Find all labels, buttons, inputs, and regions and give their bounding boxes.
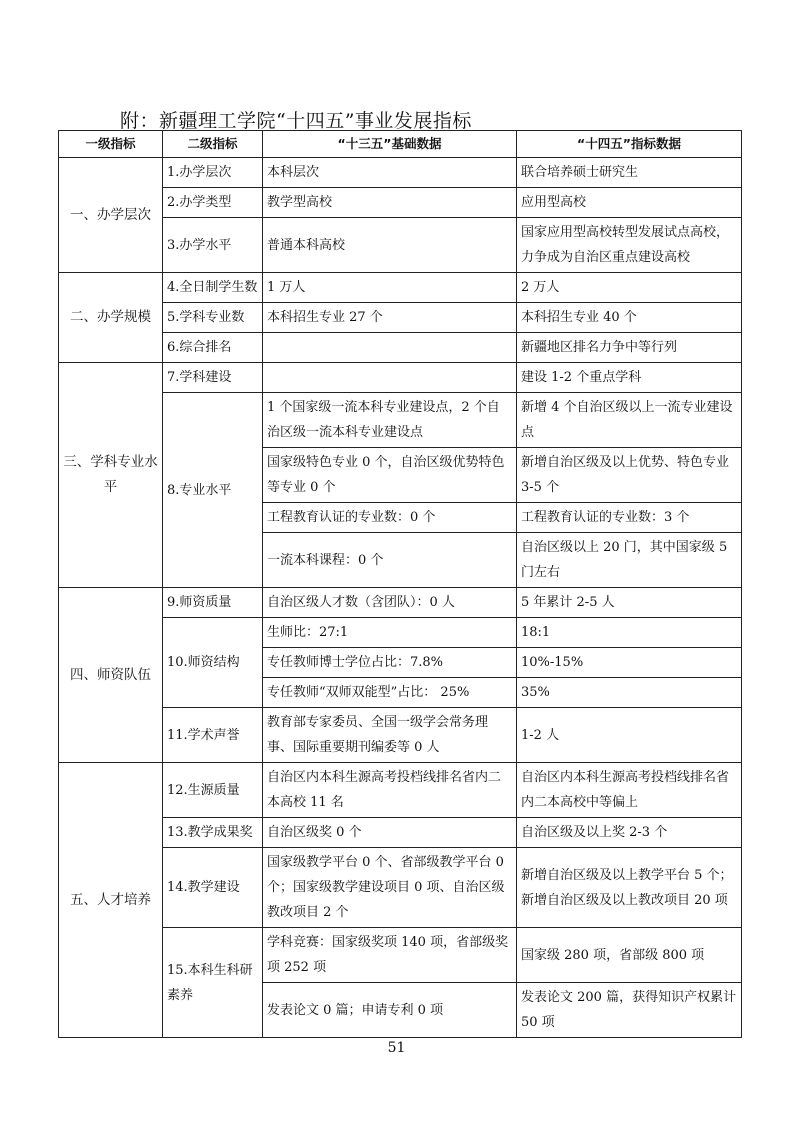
- baseline-value-cell: [263, 333, 517, 363]
- target-value-cell: 国家应用型高校转型发展试点高校，力争成为自治区重点建设高校: [517, 218, 742, 273]
- level2-indicator-cell: 4.全日制学生数: [163, 273, 263, 303]
- indicator-table: [58, 130, 742, 1038]
- baseline-value-cell: 国家级教学平台 0 个、省部级教学平台 0 个；国家级教学建设项目 0 项、自治区级教改项目 2 个: [263, 848, 517, 928]
- baseline-value-cell: 专任教师“双师双能型”占比： 25%: [263, 678, 517, 708]
- table-row: [59, 588, 742, 618]
- target-value-cell: 18:1: [517, 618, 742, 648]
- level2-indicator-cell: 14.教学建设: [163, 848, 263, 928]
- target-value-cell: 国家级 280 项，省部级 800 项: [517, 928, 742, 983]
- baseline-value-cell: 国家级特色专业 0 个，自治区级优势特色等专业 0 个: [263, 448, 517, 503]
- table-row: [59, 363, 742, 393]
- level2-indicator-cell: 8.专业水平: [163, 393, 263, 588]
- target-value-cell: 新增自治区级及以上优势、特色专业 3-5 个: [517, 448, 742, 503]
- baseline-value-cell: 本科招生专业 27 个: [263, 303, 517, 333]
- baseline-value-cell: 教学型高校: [263, 188, 517, 218]
- level2-indicator-cell: 1.办学层次: [163, 158, 263, 188]
- target-value-cell: 发表论文 200 篇，获得知识产权累计 50 项: [517, 983, 742, 1038]
- baseline-value-cell: 教育部专家委员、全国一级学会常务理事、国际重要期刊编委等 0 人: [263, 708, 517, 763]
- level2-indicator-cell: 9.师资质量: [163, 588, 263, 618]
- baseline-value-cell: 自治区内本科生源高考投档线排名省内二本高校 11 名: [263, 763, 517, 818]
- target-value-cell: 自治区级及以上奖 2-3 个: [517, 818, 742, 848]
- baseline-value-cell: 自治区级奖 0 个: [263, 818, 517, 848]
- baseline-value-cell: 生师比：27:1: [263, 618, 517, 648]
- target-value-cell: 自治区内本科生源高考投档线排名省内二本高校中等偏上: [517, 763, 742, 818]
- target-value-cell: 工程教育认证的专业数：3 个: [517, 503, 742, 533]
- level2-indicator-cell: 5.学科专业数: [163, 303, 263, 333]
- level2-indicator-cell: 2.办学类型: [163, 188, 263, 218]
- level2-indicator-cell: 10.师资结构: [163, 618, 263, 708]
- baseline-value-cell: 一流本科课程：0 个: [263, 533, 517, 588]
- target-value-cell: 本科招生专业 40 个: [517, 303, 742, 333]
- level1-indicator-cell: 一、办学层次: [59, 158, 163, 273]
- baseline-value-cell: 学科竞赛：国家级奖项 140 项，省部级奖项 252 项: [263, 928, 517, 983]
- target-value-cell: 35%: [517, 678, 742, 708]
- target-value-cell: 建设 1-2 个重点学科: [517, 363, 742, 393]
- document-title: 附：新疆理工学院“十四五”事业发展指标: [120, 110, 472, 132]
- level2-indicator-cell: 13.教学成果奖: [163, 818, 263, 848]
- target-value-cell: 新增 4 个自治区级以上一流专业建设点: [517, 393, 742, 448]
- baseline-value-cell: 工程教育认证的专业数：0 个: [263, 503, 517, 533]
- level2-indicator-cell: 15.本科生科研素养: [163, 928, 263, 1038]
- level1-indicator-cell: 五、人才培养: [59, 763, 163, 1038]
- page-number: 51: [387, 1040, 406, 1056]
- baseline-value-cell: 发表论文 0 篇；申请专利 0 项: [263, 983, 517, 1038]
- target-value-cell: 新疆地区排名力争中等行列: [517, 333, 742, 363]
- baseline-value-cell: 1 个国家级一流本科专业建设点，2 个自治区级一流本科专业建设点: [263, 393, 517, 448]
- baseline-value-cell: 专任教师博士学位占比：7.8%: [263, 648, 517, 678]
- level2-indicator-cell: 11.学术声誉: [163, 708, 263, 763]
- baseline-value-cell: 普通本科高校: [263, 218, 517, 273]
- target-value-cell: 新增自治区级及以上教学平台 5 个；新增自治区级及以上教改项目 20 项: [517, 848, 742, 928]
- level2-indicator-cell: 7.学科建设: [163, 363, 263, 393]
- level1-indicator-cell: 二、办学规模: [59, 273, 163, 363]
- target-value-cell: 应用型高校: [517, 188, 742, 218]
- table-header-row: [59, 131, 742, 158]
- header-13th-plan: “十三五”基础数据: [263, 131, 517, 158]
- level1-indicator-cell: 三、学科专业水平: [59, 363, 163, 588]
- level2-indicator-cell: 6.综合排名: [163, 333, 263, 363]
- target-value-cell: 2 万人: [517, 273, 742, 303]
- target-value-cell: 自治区级以上 20 门，其中国家级 5 门左右: [517, 533, 742, 588]
- baseline-value-cell: 自治区级人才数（含团队）：0 人: [263, 588, 517, 618]
- target-value-cell: 联合培养硕士研究生: [517, 158, 742, 188]
- baseline-value-cell: 本科层次: [263, 158, 517, 188]
- target-value-cell: 5 年累计 2-5 人: [517, 588, 742, 618]
- table-row: [59, 273, 742, 303]
- table-row: [59, 763, 742, 818]
- header-14th-plan: “十四五”指标数据: [517, 131, 742, 158]
- header-level2: 二级指标: [163, 131, 263, 158]
- baseline-value-cell: [263, 363, 517, 393]
- target-value-cell: 10%-15%: [517, 648, 742, 678]
- level1-indicator-cell: 四、师资队伍: [59, 588, 163, 763]
- level2-indicator-cell: 12.生源质量: [163, 763, 263, 818]
- table-row: [59, 158, 742, 188]
- target-value-cell: 1-2 人: [517, 708, 742, 763]
- level2-indicator-cell: 3.办学水平: [163, 218, 263, 273]
- baseline-value-cell: 1 万人: [263, 273, 517, 303]
- header-level1: 一级指标: [59, 131, 163, 158]
